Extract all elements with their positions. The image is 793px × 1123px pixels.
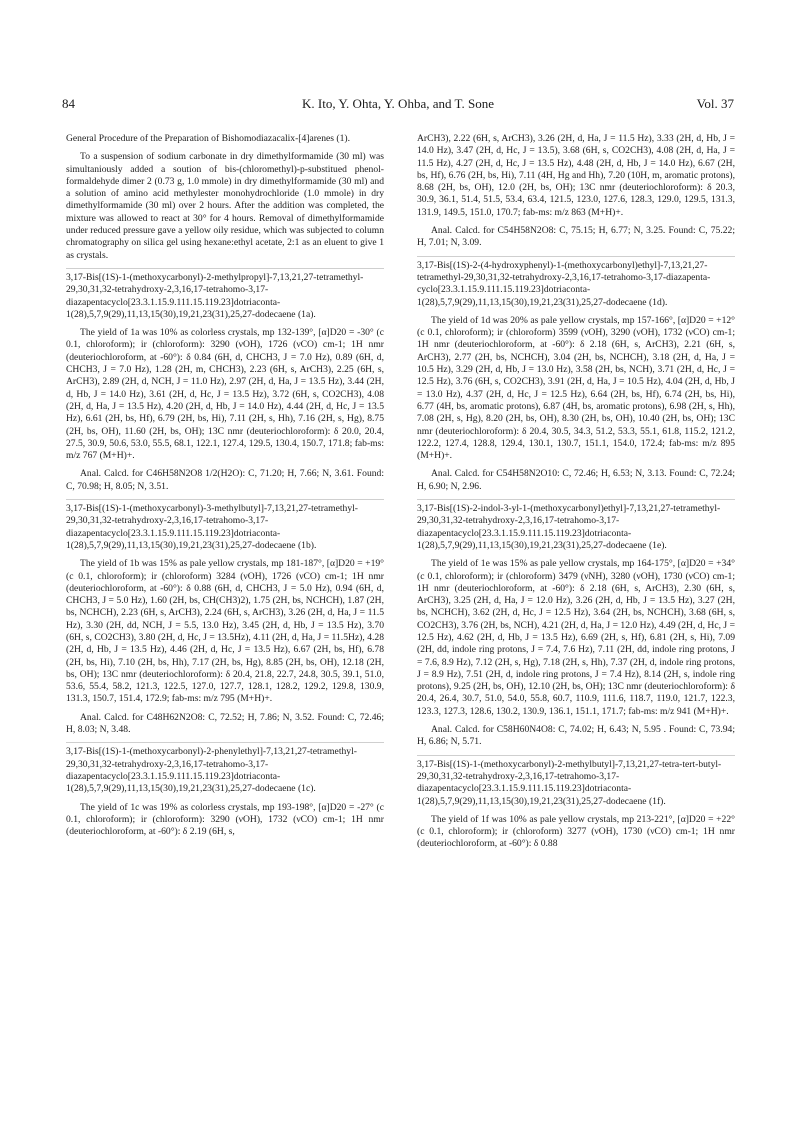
running-authors: K. Ito, Y. Ohta, Y. Ohba, and T. Sone — [302, 96, 494, 111]
compound-1f-data: The yield of 1f was 10% as pale yellow crystals, mp 213-221°, [α]D20 = +22° (c 0.1, chloroform); ir (chloroform) 3277 (νOH), 1730 (νCO) cm-1; 1H nmr (deuteriochloroform, at -60°): δ 0.88 — [417, 813, 735, 850]
compound-1f-name: 3,17-Bis[(1S)-1-(methoxycarbonyl)-2-methylbutyl]-7,13,21,27-tetra-tert-butyl-29,30,31,32-tetrahydroxy-2,3,16,17-tetrahomo-3,17-diazapentacyclo[23.3.1.15.9.111.15.119.23]dotriaconta-1(28),5,7,9(29),11,13,15(30),19,21,23(31),25,27-dodecaene (1f). — [417, 755, 735, 808]
procedure-heading: General Procedure of the Preparation of Bishomodiazacalix-[4]arenes (1). — [66, 133, 350, 144]
compound-1d-analysis: Anal. Calcd. for C54H58N2O10: C, 72.46; H, 6.53; N, 3.13. Found: C, 72.24; H, 6.90; N, 2.96. — [417, 468, 735, 492]
compound-1a-name: 3,17-Bis[(1S)-1-(methoxycarbonyl)-2-methylpropyl]-7,13,21,27-tetramethyl-29,30,31,32-tetrahydroxy-2,3,16,17-tetrahomo-3,17-diazapentacyclo[23.3.1.15.9.111.15.119.23]dotriaconta-1(28),5,7,9(29),11,13,15(30),19,21,23(31),25,27-dodecaene (1a). — [66, 268, 384, 321]
compound-1b-name: 3,17-Bis[(1S)-1-(methoxycarbonyl)-3-methylbutyl]-7,13,21,27-tetramethyl-29,30,31,32-tetrahydroxy-2,3,16,17-tetrahomo-3,17-diazapentacyclo[23.3.1.15.9.111.15.119.23]dotriaconta-1(28),5,7,9(29),11,13,15(30),19,21,23(31),25,27-dodecaene (1b). — [66, 499, 384, 552]
compound-1c-data-continued: ArCH3), 2.22 (6H, s, ArCH3), 3.26 (2H, d, Ha, J = 11.5 Hz), 3.33 (2H, d, Hb, J = 14.0 Hz), 3.47 (2H, d, Hc, J = 13.5), 3.68 (6H, s, CO2CH3), 4.08 (2H, d, Ha, J = 11.5 Hz), 4.27 (2H, d, Hc, J = 13.5 Hz), 4.48 (2H, d, Hb, J = 14.0 Hz), 6.67 (2H, bs, Hf), 6.76 (2H, bs, Hi), 7.11 (4H, Hg and Hh), 7.20 (10H, m, aromatic protons), 8.68 (2H, bs, OH), 12.0 (2H, bs, OH); 13C nmr (deuteriochloroform): δ 20.3, 30.9, 36.1, 51.4, 51.5, 53.4, 63.4, 121.5, 123.0, 127.6, 128.3, 129.0, 129.5, 131.3, 131.9, 149.5, 151.0, 170.7; fab-ms: m/z 863 (M+H)+. — [417, 133, 735, 218]
compound-1c-analysis: Anal. Calcd. for C54H58N2O8: C, 75.15; H, 6.77; N, 3.25. Found: C, 75.22; H, 7.01; N, 3.09. — [417, 225, 735, 249]
running-header — [62, 96, 734, 116]
volume-label: Vol. 37 — [696, 96, 734, 111]
compound-1b-data: The yield of 1b was 15% as pale yellow crystals, mp 181-187°, [α]D20 = +19° (c 0.1, chloroform); ir (chloroform) 3284 (νOH), 1726 (νCO) cm-1; 1H nmr (deuteriochloroform, at -60°): δ 0.88 (6H, d, CHCH3, J = 5.0 Hz), 0.94 (6H, d, CHCH3, J = 5.0 Hz), 1.60 (2H, bs, CH(CH3)2), 1.75 (2H, bs, NCHCH), 1.87 (2H, bs, NCHCH), 2.23 (6H, s, ArCH3), 2.24 (6H, s, ArCH3), 3.26 (2H, d, Ha, J = 11.5 Hz), 3.30 (2H, dd, NCH, J = 5.5, 13.0 Hz), 3.45 (2H, d, Hb, J = 13.5 Hz), 3.70 (6H, s, CO2CH3), 3.80 (2H, d, Hc, J = 13.5Hz), 4.11 (2H, d, Ha, J = 11.5Hz), 4.28 (2H, d, Hb, J = 13.5 Hz), 4.46 (2H, d, Hc, J = 13.5 Hz), 6.67 (2H, bs, Hf), 6.78 (2H, bs, Hi), 7.10 (2H, bs, Hh), 7.17 (2H, bs, Hg), 8.85 (2H, bs, OH), 12.18 (2H, bs, OH); 13C nmr (deuteriochloroform): δ 20.4, 21.8, 22.7, 24.8, 30.5, 39.1, 51.0, 53.6, 55.4, 58.2, 121.3, 122.5, 127.0, 127.7, 128.1, 128.2, 129.2, 129.8, 130.9, 131.3, 150.7, 151.4, 172.9; fab-ms: m/z 795 (M+H)+. — [66, 558, 384, 705]
page-number: 84 — [62, 96, 75, 111]
compound-1e-data: The yield of 1e was 15% as pale yellow crystals, mp 164-175°, [α]D20 = +34° (c 0.1, chloroform); ir (chloroform) 3479 (νNH), 3280 (νOH), 1730 (νCO) cm-1; 1H nmr (deuteriochloroform, at -60°): δ 2.18 (6H, s, ArCH3), 2.30 (6H, s, ArCH3), 3.25 (2H, d, Ha, J = 12.0 Hz), 3.26 (2H, d, Hb, J = 13.5 Hz), 3.27 (2H, bs, NCHCH), 3.62 (2H, d, Hc, J = 12.5 Hz), 3.64 (2H, bs, NCHCH), 3.68 (6H, s, CO2CH3), 3.76 (2H, bs, NCH), 4.21 (2H, d, Ha, J = 12.0 Hz), 4.49 (2H, d, Hc, J = 12.5 Hz), 4.62 (2H, d, Hb, J = 13.5 Hz), 6.69 (2H, s, Hf), 6.81 (2H, s, Hi), 7.09 (2H, dd, indole ring protons, J = 7.4, 7.6 Hz), 7.11 (2H, dd, indole ring protons, J = 7.6, 8.9 Hz), 7.12 (2H, s, Hg), 7.18 (2H, s, Hh), 7.37 (2H, d, indole ring protons, J = 8.9 Hz), 7.51 (2H, d, indole ring protons, J = 7.4 Hz), 8.14 (2H, s, indole ring protons), 9.25 (2H, bs, OH), 12.10 (2H, bs, OH); 13C nmr (deuteriochloroform): δ 20.4, 26.4, 30.7, 51.0, 54.0, 55.8, 60.7, 110.9, 111.6, 118.7, 119.0, 121.7, 122.3, 123.3, 127.3, 128.6, 130.2, 130.9, 136.1, 151.1, 171.7; fab-ms: m/z 941 (M+H)+. — [417, 558, 735, 717]
procedure-paragraph: To a suspension of sodium carbonate in dry dimethylformamide (30 ml) was simultaniously added a soution of bis-(chloromethyl)-p-substitued phenol-formaldehyde dimer 2 (0.73 g, 1.0 mmole) in dry dimethylformamide (30 ml) and a solution of amino acid methylester monohydrochloride (1.0 mmole) in dry dimethylformamide (30 ml) over 2 hours. After the addition was completed, the mixture was allowed to react at 30° for 4 hours. Removal of dimethylformamide under reduced pressure gave a yellow oily residue, which was subjected to column chromatography on silica gel using hexane:ethyl acetate, 2:1 as an eluent to give 1 as crystals. — [66, 151, 384, 261]
compound-1d-data: The yield of 1d was 20% as pale yellow crystals, mp 157-166°, [α]D20 = +12° (c 0.1, chloroform); ir (chloroform) 3599 (νOH), 3290 (νOH), 1732 (νCO) cm-1; 1H nmr (deuteriochloroform, at -60°): δ 2.18 (6H, s, ArCH3), 2.21 (6H, s, ArCH3), 2.77 (2H, bs, NCHCH), 3.04 (2H, bs, NCHCH), 3.18 (2H, d, Ha, J = 10.5 Hz), 3.29 (2H, d, Hb, J = 13.0 Hz), 3.58 (2H, bs, NCH), 3.71 (2H, d, Hc, J = 12.5 Hz), 3.76 (6H, s, CO2CH3), 3.91 (2H, d, Ha, J = 10.5 Hz), 4.04 (2H, d, Hb, J = 13.0 Hz), 4.37 (2H, d, Hc, J = 12.5 Hz), 6.64 (2H, bs, Hf), 6.74 (2H, bs, Hi), 6.77 (4H, bs, aromatic protons), 6.87 (4H, bs, aromatic protons), 6.98 (2H, s, Hh), 7.08 (2H, s, Hg), 8.20 (2H, bs, OH), 8.30 (2H, bs, OH), 10.40 (2H, bs, OH); 13C nmr (deuteriochloroform): δ 20.4, 30.5, 34.3, 51.2, 53.3, 55.1, 61.8, 115.2, 121.2, 122.2, 127.4, 128.8, 129.4, 130.1, 130.7, 151.1, 154.0, 172.4; fab-ms: m/z 895 (M+H)+. — [417, 314, 735, 462]
compound-1d-name: 3,17-Bis[(1S)-2-(4-hydroxyphenyl)-1-(methoxycarbonyl)ethyl]-7,13,21,27-tetramethyl-29,30,31,32-tetrahydroxy-2,3,16,17-tetrahomo-3,17-diazapenta-cyclo[23.3.1.15.9.111.15.119.23]dotriaconta-1(28),5,7,9(29),11,13,15(30),19,21,23(31),25,27-dodecaene (1d). — [417, 256, 735, 309]
compound-1a-data: The yield of 1a was 10% as colorless crystals, mp 132-139°, [α]D20 = -30° (c 0.1, chloroform); ir (chloroform): 3290 (νOH), 1726 (νCO) cm-1; 1H nmr (deuteriochloroform, at -60°): δ 0.84 (6H, d, CHCH3, J = 7.0 Hz), 0.89 (6H, d, CHCH3, J = 7.0 Hz), 1.28 (2H, m, CHCH3), 2.23 (6H, s, ArCH3), 2.25 (6H, s, ArCH3), 2.89 (2H, d, NCH, J = 11.0 Hz), 2.97 (2H, d, Ha, J = 13.5 Hz), 3.44 (2H, d, Hb, J = 14.0 Hz), 3.61 (2H, d, Hc, J = 13.5 Hz), 3.72 (6H, s, CO2CH3), 4.08 (2H, d, Ha, J = 13.5 Hz), 4.20 (2H, d, Hb, J = 14.0 Hz), 4.44 (2H, d, Hc, J = 13.5 Hz), 6.61 (2H, bs, Hf), 6.79 (2H, bs, Hi), 7.11 (2H, s, Hh), 7.16 (2H, s, Hg), 8.75 (2H, bs, OH), 11.60 (2H, bs, OH); 13C nmr (deuteriochloroform): δ 20.0, 20.4, 27.5, 30.9, 50.6, 53.0, 55.5, 68.1, 122.1, 127.4, 129.5, 130.4, 150.7, 171.8; fab-ms: m/z 767 (M+H)+. — [66, 327, 384, 462]
compound-1e-name: 3,17-Bis[(1S)-2-indol-3-yl-1-(methoxycarbonyl)ethyl]-7,13,21,27-tetramethyl-29,30,31,32-tetrahydroxy-2,3,16,17-tetrahomo-3,17-diazapentacyclo[23.3.1.15.9.111.15.119.23]dotriaconta-1(28),5,7,9(29),11,13,15(30),19,21,23(31),25,27-dodecaene (1e). — [417, 499, 735, 552]
compound-1e-analysis: Anal. Calcd. for C58H60N4O8: C, 74.02; H, 6.43; N, 5.95 . Found: C, 73.94; H, 6.86; N, 5.71. — [417, 724, 735, 748]
compound-1b-analysis: Anal. Calcd. for C48H62N2O8: C, 72.52; H, 7.86; N, 3.52. Found: C, 72.46; H, 8.03; N, 3.48. — [66, 711, 384, 736]
compound-1c-name: 3,17-Bis[(1S)-1-(methoxycarbonyl)-2-phenylethyl]-7,13,21,27-tetramethyl-29,30,31,32-tetrahydroxy-2,3,16,17-tetrahomo-3,17-diazapentacyclo[23.3.1.15.9.111.15.119.23]dotriaconta-1(28),5,7,9(29),11,13,15(30),19,21,23(31),25,27-dodecaene (1c). — [66, 742, 384, 795]
compound-1c-data: The yield of 1c was 19% as colorless crystals, mp 193-198°, [α]D20 = -27° (c 0.1, chloroform); ir (chloroform): 3290 (νOH), 1732 (νCO) cm-1; 1H nmr (deuteriochloroform, at -60°): δ 2.19 (6H, s, — [66, 801, 384, 838]
right-column — [417, 133, 735, 857]
left-column — [66, 133, 384, 844]
compound-1a-analysis: Anal. Calcd. for C46H58N2O8 1/2(H2O): C, 71.20; H, 7.66; N, 3.61. Found: C, 70.98; H, 8.05; N, 3.51. — [66, 468, 384, 492]
